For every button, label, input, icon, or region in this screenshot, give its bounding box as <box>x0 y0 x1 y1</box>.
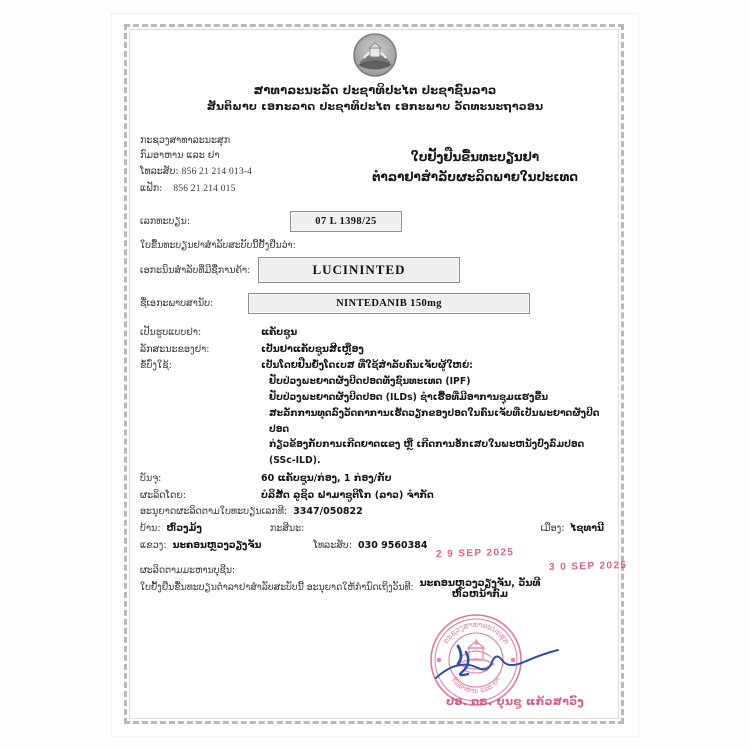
fax-value: 856 21 214 015 <box>173 183 236 194</box>
brand-name-value: LUCININTED <box>258 257 460 283</box>
signature-block <box>355 578 605 600</box>
village-value: ຫົວງມ້ງ <box>166 522 202 534</box>
indication-item-1: ຢັບປ່ວງພະຍາດຜັງປິດປອດ (ILDs) ຊໍາເຮື້ອທີ່ມີອາການຊຸມແຮງຂື້ນ <box>269 392 549 404</box>
ministry-name: ກະຊວງສາທາລະນະສຸກ <box>140 134 231 146</box>
indications-intro: ເປັນໂດຍຢືນຍັ່ງໂດເບສ ທີ່ໃຊ້ສໍາລັບຄົນເຈັບຜູ້ໃຫຍ່: <box>261 360 473 372</box>
indication-item-0: ຢັບປ່ວງພະຍາດຜັງປິດປອດທັງຊົນທະເທດ (IPF) <box>269 376 471 388</box>
tel-label: ໂທລະສັບ: <box>313 539 353 551</box>
validity-text: ໃບຢັ້ງຢືນຂື້ນທະບຽນຕໍາລາຢາສໍາລັບສະບັບນີ້ ອະນຸຍາດໃຫ້ກໍານົດເຖິງວັນທີ: <box>140 581 414 593</box>
city-label: ເມືອງ: <box>540 522 565 534</box>
signer-name: ປອ. ດຣ. ບຸນຊູ ແກ້ວສາວົງ <box>446 695 584 708</box>
fax-label: ແຟັກ: <box>140 182 163 194</box>
certificate-statement: ໃບຂື້ນທະບຽນຢາສໍາລັບສະບັບນີ້ຢັ້ງຢືນວ່າ: <box>140 240 296 252</box>
indications-block <box>261 358 610 469</box>
emblem-container <box>140 30 610 82</box>
manufacturer-label: ຜະລິດໂດຍ: <box>140 489 187 501</box>
dosage-form-value: ແຄັບຊູນ <box>261 327 298 339</box>
ministry-phone-row <box>140 164 340 181</box>
registration-number-label: ເລກທະບຽນ: <box>140 216 191 228</box>
village-label: ບ້ານ: <box>140 522 161 534</box>
dosage-form-label: ເປັນຮູບແບບຢາ: <box>140 327 202 339</box>
date-stamp-primary: 2 9 SEP 2025 <box>435 546 515 561</box>
phone-label: ໂທລະສັບ: <box>140 166 179 178</box>
license-value: 3347/050822 <box>293 506 363 518</box>
ministry-fax-row <box>140 181 340 198</box>
generic-name-value: NINTEDANIB 150mg <box>248 293 530 314</box>
indications-label: ຂໍ້ບົ່ງໃຊ້: <box>140 360 172 372</box>
national-header-line-2: ສັນຕິພາບ ເອກະລາດ ປະຊາທິປະໄຕ ເອກະພາບ ວັດທະນະຖາວອນ <box>206 100 544 114</box>
department-name: ກົມອາຫານ ແລະ ຢາ <box>140 150 220 162</box>
phone-value: 856 21 214 013-4 <box>181 167 253 178</box>
ministry-block <box>140 133 340 198</box>
package-label: ບັນຈຸ: <box>140 473 162 484</box>
national-header-line-1: ສາທາລະນະລັດ ປະຊາທິປະໄຕ ປະຊາຊົນລາວ <box>253 83 497 97</box>
svg-text:ກົມອາຫານ ແລະ ຢາ: ກົມອາຫານ ແລະ ຢາ <box>449 675 503 696</box>
city-value: ໄຊທານີ <box>570 522 604 534</box>
description-value: ເປັນຢາແຄັບຊູນສີເຫຼືອງ <box>261 343 364 355</box>
province-label: ແຂວງ: <box>140 539 167 551</box>
district-label: ກະສີນະ: <box>269 522 305 534</box>
license-label: ອະນຸຍາດຜະລິດຕາມໃບທະບຽນເລກທີ: <box>140 506 288 518</box>
registration-number-value: 07 L 1398/25 <box>290 211 402 232</box>
description-label: ລັກສະນະຂອງຢາ: <box>140 343 210 355</box>
indication-item-3: ກ່ຽວຂ້ອງກັບການເກີດຍາດແຂງ ຫຼື ເກີດການອັກເສບໃນພະຫນັງປົງລົມປອດ (SSc-ILD). <box>269 439 585 467</box>
document-content <box>140 30 610 720</box>
date-stamp-secondary: 3 0 SEP 2025 <box>548 559 628 574</box>
svg-text:ກະຊວງສາທາລະນະສຸກ: ກະຊວງສາທາລະນະສຸກ <box>440 619 512 646</box>
package-value: 60 ແຄັບຊູນ/ກ່ອງ, 1 ກ່ອງ/ກັບ <box>261 473 392 484</box>
signature-place-date: ນະຄອນຫຼວງວຽງຈັນ, ວັນທີ <box>419 578 541 589</box>
tel-value: 030 9560384 <box>358 539 428 551</box>
generic-name-label: ຊື່ເອກະພາບສານັບ: <box>140 298 214 310</box>
certificate-title-line-1: ໃບຢັ້ງຢືນຂື້ນທະບຽນຢາ <box>410 149 540 164</box>
certificate-title-line-2: ຕໍາລາຢາສໍາລັບຜະລິດພາຍໃນປະເທດ <box>372 169 578 184</box>
conditions-label: ຜະລິດຕາມມະຫານບຸຊີນ: <box>140 565 236 577</box>
province-value: ນະຄອນຫຼວງວຽງຈັນ <box>172 539 262 551</box>
lao-national-emblem-icon <box>352 32 398 78</box>
manufacturer-value: ບໍລິສັດ ລູຊິວ ຟາມາຊູຕິໂກ (ລາວ) ຈໍາກັດ <box>261 489 434 501</box>
brand-name-label: ເອກະນິນສໍາລັບທີ່ມີຊື່ການຄ້າ: <box>140 264 251 276</box>
signer-title: ຫົວຫນ້າກົມ <box>451 589 509 600</box>
indication-item-2: ສະລັກການທຸດລົງວັດຄາການເຮັດວຽກຂອງປອດໃນຄົນເຈັບທີ່ເປັນພະຍາດຜັງປິດປອດ <box>269 407 600 435</box>
